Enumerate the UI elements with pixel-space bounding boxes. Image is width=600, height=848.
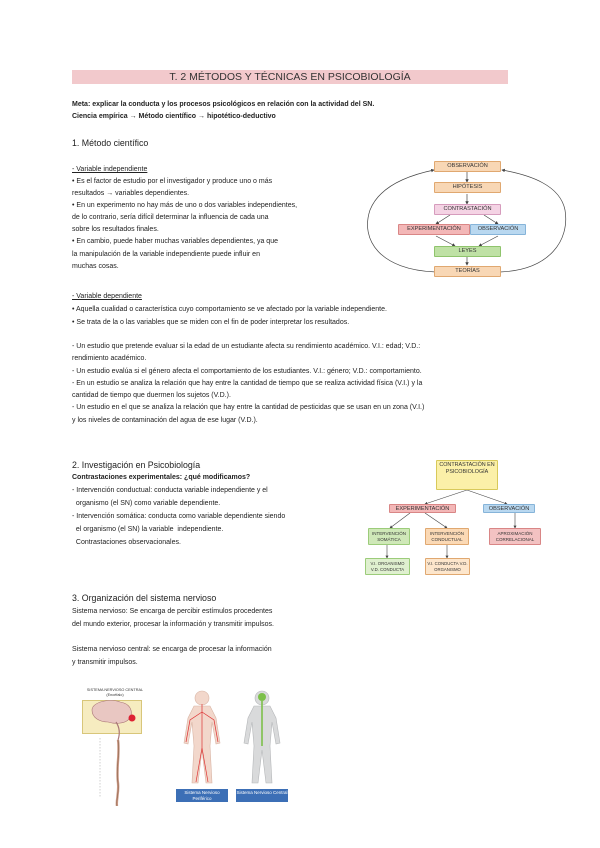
box-observacion: OBSERVACIÓN: [434, 161, 501, 172]
box-teorias: TEORÍAS: [434, 266, 501, 277]
example-line: rendimiento académico.: [72, 355, 147, 363]
vi-line: de lo contrario, sería difícil determinar la influencia de cada una: [72, 214, 269, 222]
meta-line: Meta: explicar la conducta y los procesos psicológicos en relación con la actividad del SN.: [72, 101, 375, 108]
vi-label: - Variable independiente: [72, 166, 148, 173]
caption-snc: Sistema Nervioso Central: [236, 789, 288, 802]
box-experimentacion-2: EXPERIMENTACIÓN: [389, 504, 456, 513]
example-line: - En un estudio se analiza la relación que hay entre la cantidad de tiempo que se realiza actividad física (V.I.) y la: [72, 379, 423, 387]
central-ns-image: [232, 688, 292, 803]
box-vi-conducta: V.I. CONDUCTA V.D. ORGANISMO: [425, 558, 470, 575]
brain-spine-icon: [80, 698, 150, 806]
box-contrastacion-psicobiologia: CONTRASTACIÓN EN PSICOBIOLOGÍA: [436, 460, 498, 490]
body-green-cns-icon: [232, 688, 292, 788]
box-intervencion-conductual: INTERVENCIÓN CONDUCTUAL: [425, 528, 469, 545]
snc-line: y transmitir impulsos.: [72, 659, 138, 666]
s2-line: Contrastaciones observacionales.: [72, 539, 181, 546]
box-observacion-2: OBSERVACIÓN: [470, 224, 526, 235]
box-contrastacion: CONTRASTACIÓN: [434, 204, 501, 215]
vd-line: • Aquella cualidad o característica cuyo comportamiento se ve afectado por la variable independiente.: [72, 306, 387, 313]
vi-line: • En un experimento no hay más de uno o dos variables independientes,: [72, 202, 298, 210]
s2-line: organismo (el SN) como variable dependiente.: [72, 500, 221, 507]
example-line: - Un estudio evalúa si el género afecta el comportamiento de los estudiantes. V.I.: género; V.D.: comportamiento.: [72, 367, 422, 375]
heart-icon: [129, 715, 136, 722]
box-vi-organismo: V.I. ORGANISMO V.D. CONDUCTA: [365, 558, 410, 575]
vi-line: la manipulación de la variable independiente puede influir en: [72, 250, 260, 258]
vi-line: resultados → variables dependientes.: [72, 190, 190, 198]
s2-line: - Intervención conductual: conducta variable independiente y el: [72, 487, 268, 494]
box-hipotesis: HIPÓTESIS: [434, 182, 501, 193]
section2-heading: 2. Investigación en Psicobiología: [72, 460, 201, 470]
section1-heading: 1. Método científico: [72, 138, 149, 148]
box-experimentacion: EXPERIMENTACIÓN: [398, 224, 470, 235]
box-aproximacion-correlacional: APROXIMACIÓN CORRELACIONAL: [489, 528, 541, 545]
encephalon-label: SISTEMA NERVIOSO CENTRAL (Encéfalo): [86, 688, 144, 697]
ciencia-line: Ciencia empírica → Método científico → hipotético-deductivo: [72, 113, 276, 120]
section3-heading: 3. Organización del sistema nervioso: [72, 593, 217, 603]
vi-line: • Es el factor de estudio por el investigador y produce uno o más: [72, 178, 273, 185]
vd-line: • Se trata de la o las variables que se miden con el fin de poder interpretar los resultados.: [72, 319, 350, 326]
box-leyes: LEYES: [434, 246, 501, 257]
snc-line: Sistema nervioso central: se encarga de procesar la información: [72, 646, 272, 653]
box-intervencion-somatica: INTERVENCIÓN SOMÁTICA: [368, 528, 410, 545]
s3-line: del mundo exterior, procesar la información y transmitir impulsos.: [72, 621, 274, 628]
page-title: T. 2 MÉTODOS Y TÉCNICAS EN PSICOBIOLOGÍA: [169, 71, 411, 83]
caption-snp: Sistema Nervioso Periférico: [176, 789, 228, 802]
encephalon-image: [80, 688, 150, 806]
box-observacion-3: OBSERVACIÓN: [483, 504, 535, 513]
s2-line: - Intervención somática: conducta como variable dependiente siendo: [72, 513, 286, 520]
body-red-nerves-icon: [172, 688, 232, 788]
example-line: - Un estudio que pretende evaluar si la edad de un estudiante afecta su rendimiento académico. V.I.: edad; V.D.:: [72, 343, 421, 350]
vd-label: - Variable dependiente: [72, 293, 142, 300]
example-line: cantidad de tiempo que duermen los sujetos (V.D.).: [72, 392, 231, 400]
peripheral-ns-image: [172, 688, 232, 803]
vi-line: • En cambio, puede haber muchas variables dependientes, ya que: [72, 238, 278, 246]
s2-line: el organismo (el SN) la variable independiente.: [72, 526, 224, 533]
example-line: y los niveles de contaminación del agua de ese lugar (V.D.).: [72, 416, 258, 424]
s3-line: Sistema nervioso: Se encarga de percibir estímulos procedentes: [72, 608, 273, 615]
example-line: - Un estudio en el que se analiza la relación que hay entre la cantidad de pesticidas que se usan en un zona (V.I.): [72, 404, 425, 412]
vi-line: muchas cosas.: [72, 262, 119, 270]
vi-line: sobre los resultados finales.: [72, 226, 159, 234]
s2-line: Contrastaciones experimentales: ¿qué modificamos?: [72, 474, 251, 481]
